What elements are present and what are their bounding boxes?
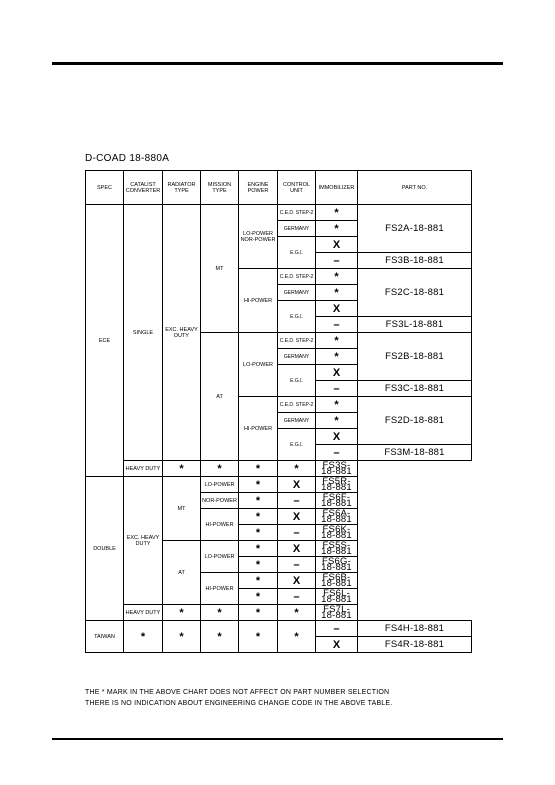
mission-cell: MT — [163, 477, 201, 541]
part-number-cell: FS3C-18-881 — [358, 381, 472, 397]
immobilizer-cell: – — [316, 317, 358, 333]
table-row — [86, 477, 472, 493]
part-number-cell: FS5R-18-881 — [316, 477, 358, 493]
part-number-cell: FS6L-18-881 — [316, 589, 358, 605]
control-unit-cell: * — [239, 573, 278, 589]
immobilizer-cell: * — [316, 349, 358, 365]
control-unit-cell: E.G.I. — [278, 301, 316, 333]
header-part-no: PART NO. — [358, 171, 472, 205]
control-unit-cell: E.G.I. — [278, 237, 316, 269]
radiator-cell: EXC. HEAVY DUTY — [124, 477, 163, 605]
part-number-cell: FS2B-18-881 — [358, 333, 472, 381]
engine-power-cell: * — [201, 605, 239, 621]
immobilizer-cell: – — [316, 621, 358, 637]
part-number-cell: FS6K-18-881 — [316, 525, 358, 541]
engine-power-cell: HI-POWER — [201, 509, 239, 541]
header-immobilizer: IMMOBILIZER — [316, 171, 358, 205]
engine-power-cell: * — [201, 461, 239, 477]
mission-cell: MT — [201, 205, 239, 333]
control-unit-cell: C.E.D. STEP-2 — [278, 397, 316, 413]
footnote: THERE IS NO INDICATION ABOUT ENGINEERING CHANGE CODE IN THE ABOVE TABLE. — [85, 700, 393, 707]
engine-power-cell: * — [239, 621, 278, 653]
engine-power-cell: HI-POWER — [239, 397, 278, 461]
part-number-cell: FS2A-18-881 — [358, 205, 472, 253]
engine-power-cell: LO-POWER — [239, 333, 278, 397]
mission-cell: * — [201, 621, 239, 653]
header-engine-power: ENGINE POWER — [239, 171, 278, 205]
control-unit-cell: C.E.D. STEP-2 — [278, 205, 316, 221]
engine-power-cell: HI-POWER — [201, 573, 239, 605]
table-row — [86, 205, 472, 221]
immobilizer-cell: X — [316, 637, 358, 653]
control-unit-cell: C.E.D. STEP-2 — [278, 269, 316, 285]
document-code: D-COAD 18-880A — [85, 153, 170, 164]
control-unit-cell: * — [239, 461, 278, 477]
part-number-cell: FS6F-18-881 — [316, 493, 358, 509]
control-unit-cell: GERMANY — [278, 349, 316, 365]
mission-cell: AT — [201, 333, 239, 461]
control-unit-cell: GERMANY — [278, 285, 316, 301]
part-number-cell: FS4R-18-881 — [358, 637, 472, 653]
radiator-cell: * — [163, 621, 201, 653]
immobilizer-cell: * — [316, 333, 358, 349]
immobilizer-cell: X — [316, 365, 358, 381]
table-row — [86, 621, 472, 637]
part-number-cell: FS6G-18-881 — [316, 557, 358, 573]
immobilizer-cell: X — [278, 477, 316, 493]
part-number-cell: FS2D-18-881 — [358, 397, 472, 445]
spec-cell: TAIWAN — [86, 621, 124, 653]
immobilizer-cell: – — [278, 589, 316, 605]
mission-cell: AT — [163, 541, 201, 605]
header-catalist-converter: CATALIST CONVERTER — [124, 171, 163, 205]
header-radiator-type: RADIATOR TYPE — [163, 171, 201, 205]
immobilizer-cell: * — [316, 285, 358, 301]
radiator-cell: HEAVY DUTY — [124, 461, 163, 477]
part-number-cell: FS6A-18-881 — [316, 509, 358, 525]
part-number-cell: FS3B-18-881 — [358, 253, 472, 269]
immobilizer-cell: X — [316, 237, 358, 253]
immobilizer-cell: X — [278, 509, 316, 525]
mission-cell: * — [163, 461, 201, 477]
immobilizer-cell: X — [316, 301, 358, 317]
engine-power-cell: LO-POWER — [201, 477, 239, 493]
header-spec: SPEC — [86, 171, 124, 205]
control-unit-cell: * — [278, 621, 316, 653]
catalyst-cell: * — [124, 621, 163, 653]
header-row — [86, 171, 472, 205]
control-unit-cell: * — [239, 493, 278, 509]
engine-power-cell: NOR-POWER — [201, 493, 239, 509]
bottom-rule — [52, 738, 503, 740]
footnote: THE * MARK IN THE ABOVE CHART DOES NOT AFFECT ON PART NUMBER SELECTION — [85, 689, 390, 696]
radiator-cell: EXC. HEAVY DUTY — [163, 205, 201, 461]
catalyst-cell: DOUBLE — [86, 477, 124, 621]
immobilizer-cell: – — [278, 493, 316, 509]
header-control-unit: CONTROL UNIT — [278, 171, 316, 205]
part-number-cell: FS2C-18-881 — [358, 269, 472, 317]
control-unit-cell: E.G.I. — [278, 429, 316, 461]
mission-cell: * — [163, 605, 201, 621]
control-unit-cell: GERMANY — [278, 221, 316, 237]
immobilizer-cell: – — [278, 557, 316, 573]
immobilizer-cell: X — [316, 429, 358, 445]
immobilizer-cell: * — [316, 397, 358, 413]
immobilizer-cell: * — [316, 221, 358, 237]
header-mission-type: MISSION TYPE — [201, 171, 239, 205]
immobilizer-cell: – — [278, 525, 316, 541]
control-unit-cell: * — [239, 605, 278, 621]
part-number-cell: FS4H-18-881 — [358, 621, 472, 637]
control-unit-cell: * — [239, 509, 278, 525]
control-unit-cell: E.G.I. — [278, 365, 316, 397]
part-number-cell: FS3M-18-881 — [358, 445, 472, 461]
immobilizer-cell: X — [278, 573, 316, 589]
immobilizer-cell: * — [316, 413, 358, 429]
table-row — [86, 461, 472, 477]
immobilizer-cell: X — [278, 541, 316, 557]
top-rule — [52, 62, 503, 65]
engine-power-cell: LO-POWER NOR-POWER — [239, 205, 278, 269]
immobilizer-cell: * — [316, 269, 358, 285]
immobilizer-cell: – — [316, 381, 358, 397]
immobilizer-cell: * — [278, 605, 316, 621]
immobilizer-cell: – — [316, 253, 358, 269]
part-number-cell: FS6B-18-881 — [316, 573, 358, 589]
engine-power-cell: HI-POWER — [239, 269, 278, 333]
part-number-table — [85, 170, 472, 653]
control-unit-cell: * — [239, 477, 278, 493]
control-unit-cell: * — [239, 541, 278, 557]
catalyst-cell: SINGLE — [124, 205, 163, 461]
table-row — [86, 605, 472, 621]
part-number-cell: FS5S-18-881 — [316, 541, 358, 557]
control-unit-cell: * — [239, 525, 278, 541]
control-unit-cell: GERMANY — [278, 413, 316, 429]
radiator-cell: HEAVY DUTY — [124, 605, 163, 621]
control-unit-cell: C.E.D. STEP-2 — [278, 333, 316, 349]
part-number-cell: FS3S-18-881 — [316, 461, 358, 477]
control-unit-cell: * — [239, 557, 278, 573]
control-unit-cell: * — [239, 589, 278, 605]
immobilizer-cell: – — [316, 445, 358, 461]
part-number-cell: FS7L-18-881 — [316, 605, 358, 621]
footnotes — [85, 687, 392, 709]
immobilizer-cell: * — [316, 205, 358, 221]
immobilizer-cell: * — [278, 461, 316, 477]
part-number-cell: FS3L-18-881 — [358, 317, 472, 333]
spec-cell: ECE — [86, 205, 124, 477]
engine-power-cell: LO-POWER — [201, 541, 239, 573]
